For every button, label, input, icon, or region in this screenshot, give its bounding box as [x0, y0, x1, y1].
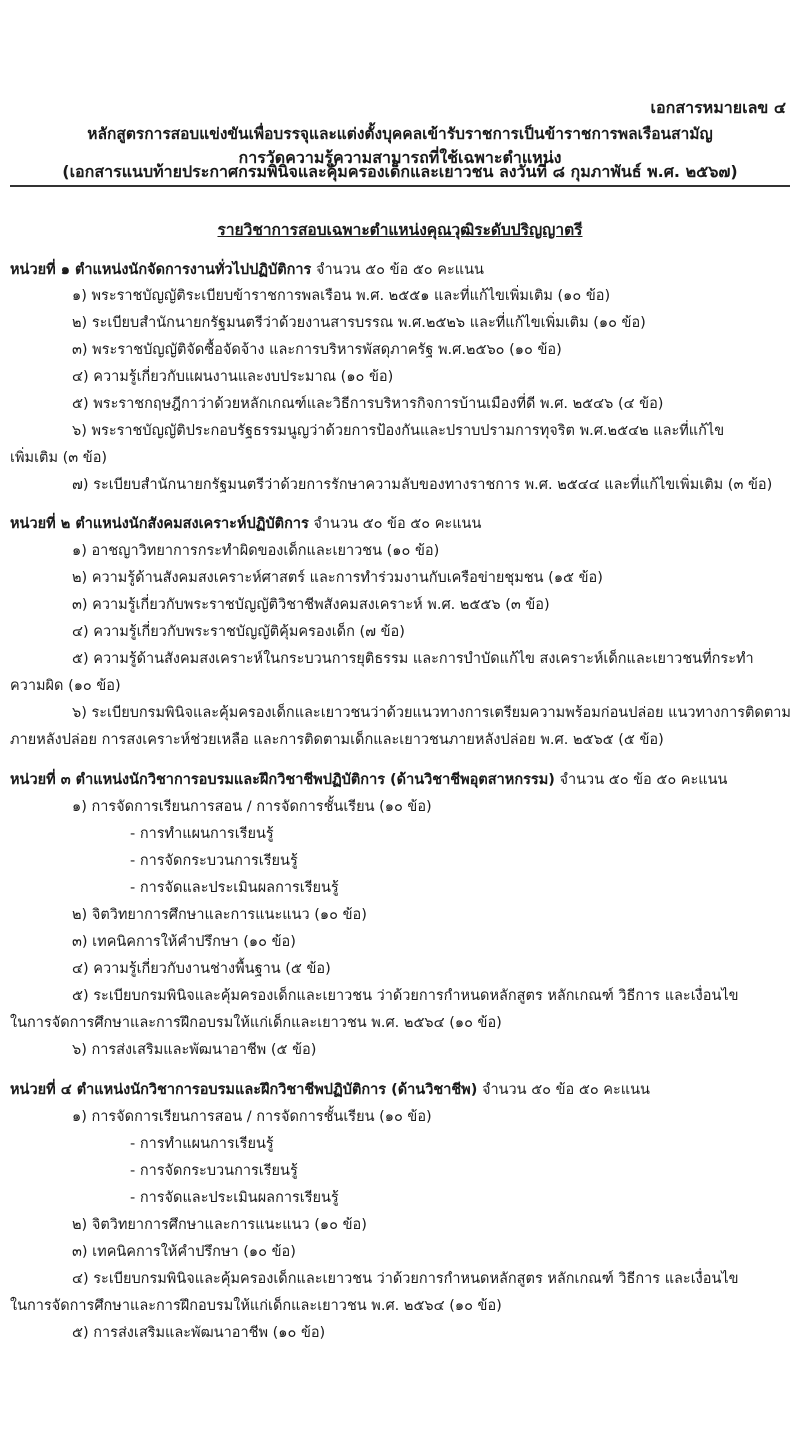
- list-item: ๔) ความรู้เกี่ยวกับพระราชบัญญัติคุ้มครองเด็ก (๗ ข้อ): [72, 624, 405, 640]
- header-divider: [10, 185, 790, 187]
- unit-3-heading: [10, 770, 727, 790]
- list-item: ๕) ระเบียบกรมพินิจและคุ้มครองเด็กและเยาวชน ว่าด้วยการกำหนดหลักสูตร หลักเกณฑ์ วิธีการ และเงื่อนไข: [72, 988, 739, 1004]
- list-item: ๔) ความรู้เกี่ยวกับงานช่างพื้นฐาน (๕ ข้อ): [72, 961, 331, 977]
- sub-list-item: - การจัดและประเมินผลการเรียนรู้: [130, 1190, 339, 1206]
- unit-heading-bold: หน่วยที่ ๓ ตำแหน่งนักวิชาการอบรมและฝึกวิชาชีพปฏิบัติการ (ด้านวิชาชีพอุตสาหกรรม): [10, 772, 555, 788]
- list-item: ๖) ระเบียบกรมพินิจและคุ้มครองเด็กและเยาวชนว่าด้วยแนวทางการเตรียมความพร้อมก่อนปล่อย แนวทางการติดตาม: [72, 705, 791, 721]
- unit-heading-count: จำนวน ๕๐ ข้อ ๕๐ คะแนน: [477, 1082, 650, 1098]
- unit-2-heading: [10, 514, 481, 534]
- list-item-continuation: ภายหลังปล่อย การสงเคราะห์ช่วยเหลือ และการติดตามเด็กและเยาวชนภายหลังปล่อย พ.ศ. ๒๕๖๕ (๕ ข้อ): [10, 732, 664, 748]
- list-item-continuation: ความผิด (๑๐ ข้อ): [10, 678, 121, 694]
- list-item: ๗) ระเบียบสำนักนายกรัฐมนตรีว่าด้วยการรักษาความลับของทางราชการ พ.ศ. ๒๕๔๔ และที่แก้ไขเพิ่มเติม (๓ ข้อ): [72, 477, 773, 493]
- list-item: ๑) การจัดการเรียนการสอน / การจัดการชั้นเรียน (๑๐ ข้อ): [72, 1109, 432, 1125]
- unit-1-heading: [10, 260, 484, 280]
- list-item-continuation: ในการจัดการศึกษาและการฝึกอบรมให้แก่เด็กและเยาวชน พ.ศ. ๒๕๖๔ (๑๐ ข้อ): [10, 1015, 502, 1031]
- title-line-1: หลักสูตรการสอบแข่งขันเพื่อบรรจุและแต่งตั้งบุคคลเข้ารับราชการเป็นข้าราชการพลเรือนสามัญ: [87, 125, 713, 143]
- list-item: ๑) อาชญาวิทยาการกระทำผิดของเด็กและเยาวชน (๑๐ ข้อ): [72, 543, 440, 559]
- unit-heading-bold: หน่วยที่ ๔ ตำแหน่งนักวิชาการอบรมและฝึกวิชาชีพปฏิบัติการ (ด้านวิชาชีพ): [10, 1082, 478, 1098]
- title-line-2: การวัดความรู้ความสามารถที่ใช้เฉพาะตำแหน่ง: [238, 148, 562, 167]
- sub-list-item: - การทำแผนการเรียนรู้: [130, 826, 274, 842]
- document-number: เอกสารหมายเลข ๔: [650, 98, 786, 117]
- unit-heading-count: จำนวน ๕๐ ข้อ ๕๐ คะแนน: [308, 516, 482, 532]
- list-item: ๒) จิตวิทยาการศึกษาและการแนะแนว (๑๐ ข้อ): [72, 1217, 367, 1233]
- unit-heading-bold: หน่วยที่ ๑ ตำแหน่งนักจัดการงานทั่วไปปฏิบัติการ: [10, 262, 312, 278]
- list-item: ๕) การส่งเสริมและพัฒนาอาชีพ (๑๐ ข้อ): [72, 1325, 326, 1341]
- sub-list-item: - การทำแผนการเรียนรู้: [130, 1136, 274, 1152]
- list-item: ๖) การส่งเสริมและพัฒนาอาชีพ (๕ ข้อ): [72, 1042, 317, 1058]
- list-item-continuation: เพิ่มเติม (๓ ข้อ): [10, 450, 108, 466]
- unit-heading-bold: หน่วยที่ ๒ ตำแหน่งนักสังคมสงเคราะห์ปฏิบัติการ: [10, 516, 309, 532]
- sub-list-item: - การจัดกระบวนการเรียนรู้: [130, 853, 298, 869]
- unit-heading-count: จำนวน ๕๐ ข้อ ๕๐ คะแนน: [554, 772, 728, 788]
- list-item: ๑) พระราชบัญญัติระเบียบข้าราชการพลเรือน พ.ศ. ๒๕๕๑ และที่แก้ไขเพิ่มเติม (๑๐ ข้อ): [72, 288, 611, 304]
- list-item: ๒) จิตวิทยาการศึกษาและการแนะแนว (๑๐ ข้อ): [72, 907, 367, 923]
- list-item: ๓) เทคนิคการให้คำปรึกษา (๑๐ ข้อ): [72, 1244, 296, 1260]
- list-item-continuation: ในการจัดการศึกษาและการฝึกอบรมให้แก่เด็กและเยาวชน พ.ศ. ๒๕๖๔ (๑๐ ข้อ): [10, 1298, 502, 1314]
- list-item: ๕) พระราชกฤษฎีกาว่าด้วยหลักเกณฑ์และวิธีการบริหารกิจการบ้านเมืองที่ดี พ.ศ. ๒๕๔๖ (๔ ข้อ): [72, 396, 664, 412]
- list-item: ๔) ความรู้เกี่ยวกับแผนงานและงบประมาณ (๑๐ ข้อ): [72, 369, 394, 385]
- section-title: รายวิชาการสอบเฉพาะตำแหน่งคุณวุฒิระดับปริญญาตรี: [217, 221, 583, 239]
- list-item: ๓) พระราชบัญญัติจัดซื้อจัดจ้าง และการบริหารพัสดุภาครัฐ พ.ศ.๒๕๖๐ (๑๐ ข้อ): [72, 342, 562, 358]
- list-item: ๓) ความรู้เกี่ยวกับพระราชบัญญัติวิชาชีพสังคมสงเคราะห์ พ.ศ. ๒๕๕๖ (๓ ข้อ): [72, 597, 550, 613]
- list-item: ๒) ระเบียบสำนักนายกรัฐมนตรีว่าด้วยงานสารบรรณ พ.ศ.๒๕๒๖ และที่แก้ไขเพิ่มเติม (๑๐ ข้อ): [72, 315, 646, 331]
- sub-list-item: - การจัดและประเมินผลการเรียนรู้: [130, 880, 339, 896]
- sub-list-item: - การจัดกระบวนการเรียนรู้: [130, 1163, 298, 1179]
- list-item: ๑) การจัดการเรียนการสอน / การจัดการชั้นเรียน (๑๐ ข้อ): [72, 799, 432, 815]
- list-item: ๕) ความรู้ด้านสังคมสงเคราะห์ในกระบวนการยุติธรรม และการบำบัดแก้ไข สงเคราะห์เด็กและเยาวชนที่กระทำ: [72, 651, 754, 667]
- unit-4-heading: [10, 1080, 650, 1100]
- unit-heading-count: จำนวน ๕๐ ข้อ ๕๐ คะแนน: [311, 262, 484, 278]
- list-item: ๒) ความรู้ด้านสังคมสงเคราะห์ศาสตร์ และการทำร่วมงานกับเครือข่ายชุมชน (๑๕ ข้อ): [72, 570, 603, 586]
- list-item: ๖) พระราชบัญญัติประกอบรัฐธรรมนูญว่าด้วยการป้องกันและปราบปรามการทุจริต พ.ศ.๒๕๔๒ และที่แก้ไข: [72, 423, 725, 439]
- title-line-3: (เอกสารแนบท้ายประกาศกรมพินิจและคุ้มครองเด็กและเยาวชน ลงวันที่ ๘ กุมภาพันธ์ พ.ศ. ๒๕๖๗): [62, 162, 738, 181]
- list-item: ๓) เทคนิคการให้คำปรึกษา (๑๐ ข้อ): [72, 934, 296, 950]
- list-item: ๔) ระเบียบกรมพินิจและคุ้มครองเด็กและเยาวชน ว่าด้วยการกำหนดหลักสูตร หลักเกณฑ์ วิธีการ และเงื่อนไข: [72, 1271, 739, 1287]
